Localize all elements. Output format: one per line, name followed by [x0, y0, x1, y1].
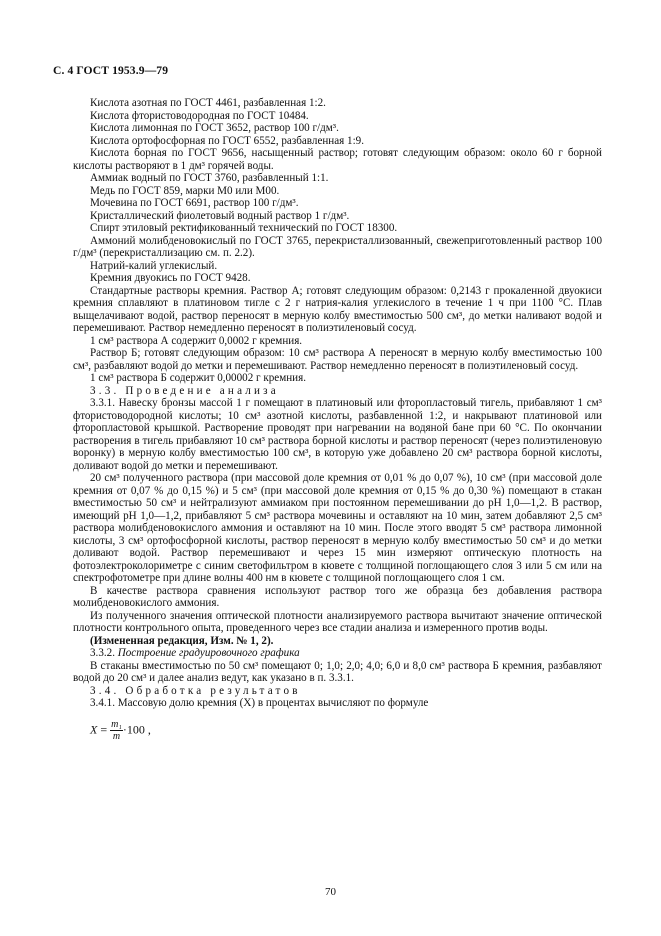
reagent-item: Мочевина по ГОСТ 6691, раствор 100 г/дм³.: [90, 197, 299, 209]
formula-lhs: X: [90, 721, 98, 736]
edition-note: (Измененная редакция, Изм. № 1, 2).: [90, 634, 274, 647]
reagent-item: Спирт этиловый ректификованный технический по ГОСТ 18300.: [90, 222, 398, 234]
reagent-item: Кристаллический фиолетовый водный раствор 1 г/дм³.: [90, 209, 350, 222]
section-3-3-heading: 3.3. Проведение анализа: [90, 384, 279, 397]
reagent-item: Кислота фтористоводородная по ГОСТ 10484.: [90, 109, 309, 122]
reagent-item: Медь по ГОСТ 859, марки М0 или М00.: [90, 184, 280, 197]
solution-a-content: 1 см³ раствора А содержит 0,0002 г кремния.: [90, 334, 303, 347]
solution-b-content: 1 см³ раствора Б содержит 0,00002 г кремния.: [90, 372, 306, 384]
page-number: 70: [325, 886, 336, 898]
formula-equals: =: [100, 721, 108, 736]
reagent-item: Кислота лимонная по ГОСТ 3652, раствор 100 г/дм³.: [90, 122, 339, 134]
paragraph-3-3-2-title: Построение градуировочного графика: [117, 647, 300, 659]
standard-solutions-paragraph: Стандартные растворы кремния. Раствор А; готовят следующим образом: 0,2143 г прокаленной двуокиси кремния сплавляют в платиновом тигле с 2 г натрия-калия углекислого в течение 1 ч при 1100 °С. Плав выщелачивают водой, раствор переносят в мерную колбу вместимостью 500 см³, до метки наливают водой и перемешивают. Раствор немедленно переносят в полиэтиленовый сосуд.: [73, 284, 602, 334]
paragraph-3-4-1: 3.4.1. Массовую долю кремния (X) в процентах вычисляют по формуле: [90, 697, 429, 709]
reagent-item: Кремния двуокись по ГОСТ 9428.: [90, 272, 251, 284]
page-header: С. 4 ГОСТ 1953.9—79: [53, 64, 169, 77]
reagent-item: Кислота азотная по ГОСТ 4461, разбавленная 1:2.: [90, 97, 326, 109]
section-3-4-heading: 3.4. Обработка результатов: [90, 684, 301, 697]
blank-subtraction-paragraph: Из полученного значения оптической плотности анализируемого раствора вычитают значение оптической плотности контрольного опыта, проведенного через все стадии анализа и измеренного против воды.: [73, 609, 602, 634]
document-body: [73, 97, 602, 748]
reagent-item: Аммиак водный по ГОСТ 3760, разбавленный 1:1.: [90, 172, 329, 184]
formula-denominator: m: [112, 730, 121, 742]
reference-solution-paragraph: В качестве раствора сравнения используют раствор того же образца без добавления раствора молибденовокислого аммония.: [73, 584, 602, 609]
calibration-paragraph: В стаканы вместимостью по 50 см³ помещают 0; 1,0; 2,0; 4,0; 6,0 и 8,0 см³ раствора Б кремния, разбавляют водой до 20 см³ и далее анализ ведут, как указано в п. 3.3.1.: [73, 659, 602, 684]
paragraph-3-3-2: [73, 647, 602, 660]
reagent-item: Аммоний молибденовокислый по ГОСТ 3765, перекристаллизованный, свежеприготовленный раствор 100 г/дм³ (перекристаллизацию см. п. 2.2).: [73, 234, 602, 259]
formula-rhs: ·100 ,: [122, 721, 151, 736]
formula-numerator: m₁: [111, 718, 122, 730]
formula: [90, 719, 602, 742]
paragraph-3-3-1: 3.3.1. Навеску бронзы массой 1 г помещают в платиновый или фторопластовый тигель, прибавляют 1 см³ фтористоводородной кислоты; 10 см³ азотной кислоты, разбавленной 1:2, и накрывают платиновой или фторопластовой крышкой. Растворение проводят при нагревании на водяной бане при 60 °С. По окончании растворения в тигель прибавляют 10 см³ раствора борной кислоты и раствор переносят (через полиэтиленовую воронку) в мерную колбу вместимостью 100 см³, в которую уже добавлено 20 см³ раствора борной кислоты, доливают водой до метки и перемешивают.: [73, 397, 602, 472]
reagent-item: Кислота борная по ГОСТ 9656, насыщенный раствор; готовят следующим образом: около 60 г борной кислоты растворяют в 1 дм³ горячей воды.: [73, 147, 602, 172]
paragraph-3-3-2-number: 3.3.2.: [90, 647, 115, 659]
reagent-item: Натрий-калий углекислый.: [90, 259, 218, 272]
reagent-item: Кислота ортофосфорная по ГОСТ 6552, разбавленная 1:9.: [90, 134, 364, 147]
dilution-paragraph: 20 см³ полученного раствора (при массовой доле кремния от 0,01 % до 0,07 %), 10 см³ (при массовой доле кремния от 0,07 % до 0,15 %) и 5 см³ (при массовой доле кремния от 0,15 % до 0,30 %) помещают в стакан вместимостью 50 см³ и нейтрализуют аммиаком при постоянном перемешивании до рН 1,0—1,2. В раствор, имеющий рН 1,0—1,2, прибавляют 5 см³ раствора мочевины и оставляют на 10 мин, затем добавляют 2,5 см³ раствора молибденовокислого аммония и оставляют на 10 мин. После этого вводят 5 см³ раствора лимонной кислоты, 3 см³ ортофосфорной кислоты, раствор переносят в мерную колбу вместимостью 50 см³ и до метки доливают водой. Раствор перемешивают и через 15 мин измеряют оптическую плотность на фотоэлектроколориметре с синим светофильтром в кювете с толщиной поглощающего слоя 3 или 5 см или на спектрофотометре при длине волны 400 нм в кювете с толщиной поглощающего слоя 1 см.: [73, 472, 602, 584]
formula-fraction: [110, 719, 123, 742]
solution-b-paragraph: Раствор Б; готовят следующим образом: 10 см³ раствора А переносят в мерную колбу вместимостью 100 см³, разбавляют водой до метки и перемешивают. Раствор немедленно переносят в полиэтиленовый сосуд.: [73, 347, 602, 372]
